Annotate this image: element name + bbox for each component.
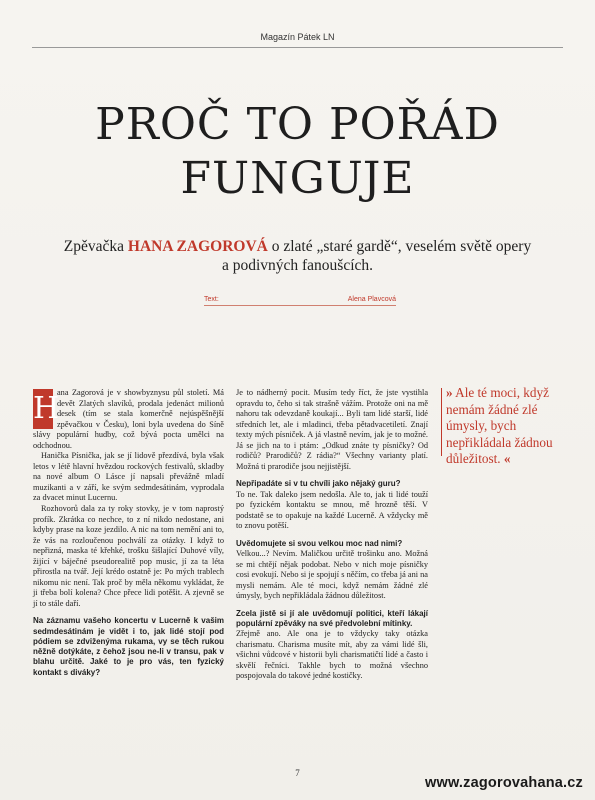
pullquote-text: Ale té moci, když nemám žádné zlé úmysly, bych nepřikládala žádnou důležitost. [446,385,553,466]
column-1 [33,388,224,678]
interview-answer: Velkou...? Nevím. Maličkou určitě trošinku ano. Možná se mi chtějí nějak podobat. Nebo v nich moje písničky cosi evokují. Nebo si je spojují s něčím, co třeba já ani na mysli nemám. Ale té moci, když nemám žádné zlé úmysly, bych nepřikládala žádnou důležitost. [236,548,428,601]
subtitle-name: HANA ZAGOROVÁ [127,238,268,255]
subtitle-rest: o zlaté „staré gardě“, veselém světě opery a podivných fanoušcích. [221,238,532,274]
interview-answer: Je to nádherný pocit. Musím tedy říct, že jste vystihla opravdu to, čeho si tak strašně vážím. Protože oni na mě nahoru tak odevzdaně koukají... Byli tam lidé starší, lidé středních let, ale i mladinci, třeba pětadvacetiletí. Znají texty mých písniček. A já vlastně nevím, jak je to možné. Já se jich na to i ptám: „Odkud znáte ty písničky? Od rodičů? Prarodičů? Z rádia?“ Všechny varianty platí. Možná ti prarodiče jsou nejjistější. [236,388,428,471]
lead-paragraph [33,388,224,451]
interview-question: Uvědomujete si svou velkou moc nad nimi? [236,538,403,548]
article-title [32,98,563,206]
article-subtitle [60,237,535,275]
byline-divider [204,305,396,306]
interview-answer: Zřejmě ano. Ale ona je to vždycky taky otázka charismatu. Charisma musíte mít, aby za vámi lidé šli, všichni vůdcové v historii byli charismatičtí lidé a často i skvělí řečníci. Takhle bych to možná všechno pospojovala do takové jedné kostičky. [236,629,428,681]
interview-question: Na záznamu vašeho koncertu v Lucerně k vašim sedmdesátinám je vidět i to, jak lidé stojí pod pódiem se zdviženýma rukama, vy se těch rukou něžně dotýkáte, z čehož jsou ne-li v transu, pak v blahu určitě. Jaké to je pro vás, ten fyzický kontakt s diváky? [33,616,224,677]
lead-text: ana Zagorová je v showbyznysu půl století. Má devět Zlatých slavíků, prodala jedenáct milionů desek (tím se stala komerčně nejúspěšnější zpěvačkou v Česku), loni byla uvedena do Síně slávy populární hudby, což bývá pocta umělci na odchodnou. [33,388,224,450]
body-paragraph: Hanička Písnička, jak se jí lidově přezdívá, byla však letos v létě hlavní hvězdou rockových festivalů, skladby na nové album O Lásce jí napsali převážně mladí muzikanti a v září, ke svým sedmdesátinám, vyprodala za dvacet minut Lucernu. [33,451,224,503]
pullquote-close-mark: « [503,451,511,466]
pullquote-open-mark: » [446,385,453,400]
pullquote [446,385,556,468]
site-watermark: www.zagorovahana.cz [425,775,583,791]
interview-question: Nepřipadáte si v tu chvíli jako nějaký guru? [236,479,401,489]
page-number: 7 [295,768,300,778]
title-line-1: PROČ TO POŘÁD [95,99,500,150]
byline-label: Text: [204,296,219,303]
interview-question: Zcela jistě si jí ale uvědomují politici, kteří lákají populární zpěváky na své předvolební mítinky. [236,608,428,628]
byline-author: Alena Plavcová [347,296,396,303]
body-paragraph: Rozhovorů dala za ty roky stovky, je v tom naprostý profík. Zkrátka co nechce, to z ní nikdo nedostane, ani kdyby prase na koze jezdilo. A nic na tom nemění ani to, že vás na rozloučenou pochválí za otázky. I když to nepřizná, maska té křehké, trošku šišlající Duhové víly, žijící v báječné pseudorealitě pop music, jí za ta léta přirostla na tvář. Její krédo ostatně je: Po mých trablech nikomu nic není. Tak proč by měla někomu vykládat, že ji třeba bolí kolena? Chce přece lidi potěšit. A zjevně se jí to stále daří. [33,504,224,608]
column-2 [236,388,428,682]
title-line-2: FUNGUJE [180,153,415,204]
header-divider [32,47,563,48]
pullquote-rule [441,388,442,456]
magazine-name: Magazín Pátek LN [260,32,335,42]
interview-answer: To ne. Tak daleko jsem nedošla. Ale to, jak ti lidé touží po fyzickém kontaktu se mnou, mě hrozně těší. V podstatě se to opakuje na každé Lucerně. A vždycky mě to znovu potěší. [236,489,428,531]
subtitle-intro: Zpěvačka [63,238,128,255]
drop-cap: H [33,389,53,429]
